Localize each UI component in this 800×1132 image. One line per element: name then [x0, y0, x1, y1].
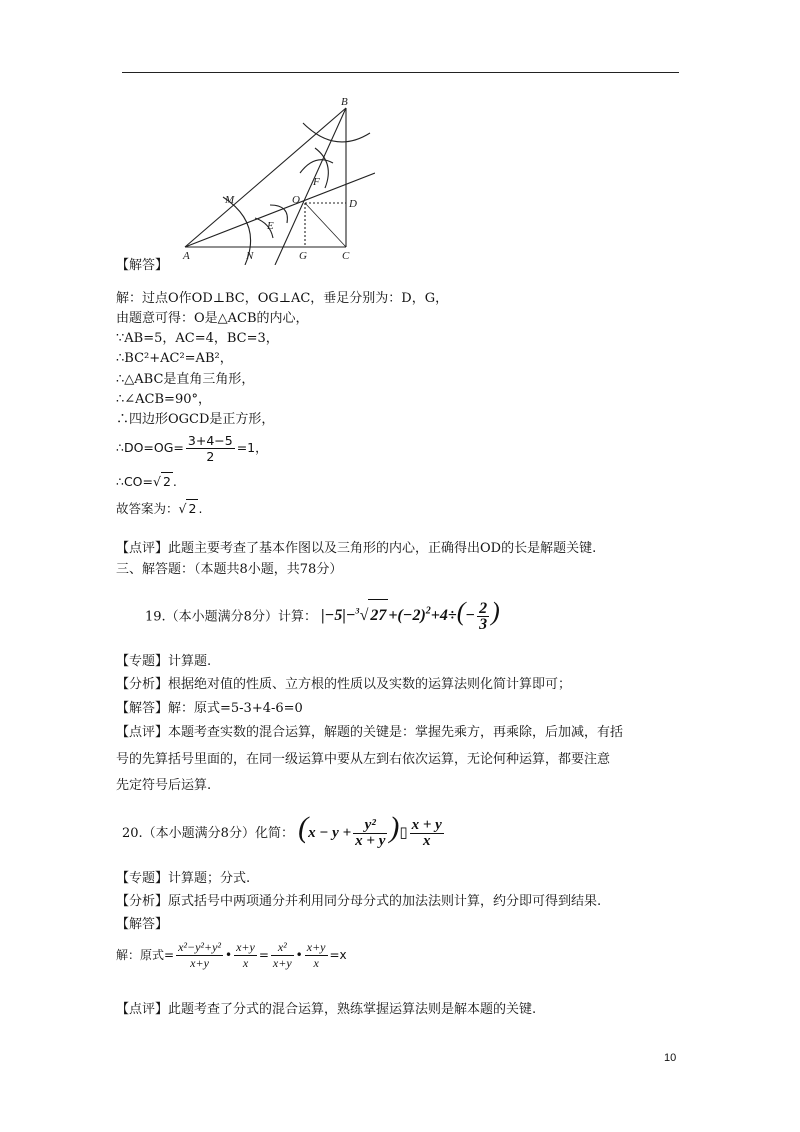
solution-line-7: ∴四边形OGCD是正方形，	[116, 412, 275, 427]
bisector-b	[275, 108, 346, 265]
solution-line-9: ∴CO=√ 2 .	[116, 474, 177, 489]
solution-line-5: ∴△ABC是直角三角形，	[116, 372, 255, 387]
fraction: $\frac{3+4-5}{2}$	[187, 433, 233, 464]
q20-analysis: 【分析】原式括号中两项通分并利用同分母分式的加法法则计算，约分即可得到结果.	[116, 894, 602, 909]
q19-analysis: 【分析】根据绝对值的性质、立方根的性质以及实数的运算法则化简计算即可；	[116, 677, 572, 692]
q19-review-3: 先定符号后运算.	[116, 778, 212, 793]
answer-tag: 【解答】	[116, 258, 169, 273]
solution-line-10: 故答案为：√ 2 .	[116, 501, 203, 516]
label-a: A	[183, 250, 190, 262]
q20-review: 【点评】此题考查了分式的混合运算，熟练掌握运算法则是解本题的关键.	[116, 1002, 537, 1017]
solution-line-4: ∴BC²+AC²=AB²，	[116, 351, 233, 366]
q19-answer: 【解答】解：原式=5-3+4-6=0	[116, 701, 303, 716]
q20-topic: 【专题】计算题；分式.	[116, 871, 251, 886]
q19-topic: 【专题】计算题.	[116, 654, 212, 669]
page-number: 10	[664, 1052, 677, 1064]
solution-line-1: 解：过点O作OD⊥BC，OG⊥AC，垂足分别为：D，G，	[116, 291, 449, 306]
question-20: 20.（本小题满分8分）化简： (x − y + $\frac{\text{y²}}{x + y}$ )▯ $\frac{x + y}{x}$	[122, 811, 442, 850]
label-d: D	[349, 198, 357, 210]
label-g: G	[299, 250, 307, 262]
side-ab	[185, 108, 346, 247]
label-c: C	[342, 250, 350, 262]
question-19: 19.（本小题满分8分）计算： |−5|−$^3$√ $27 +(-2)^2+4\div(-$ $\frac{2}{3}$ )	[145, 597, 500, 634]
label-n: N	[246, 250, 254, 262]
arc-b	[303, 123, 370, 142]
q19-review-1: 【点评】本题考查实数的混合运算，解题的关键是：掌握先乘方，再乘除，后加减，有括	[116, 725, 624, 740]
label-e: E	[267, 220, 274, 232]
section-title: 三、解答题：（本题共8小题，共78分）	[116, 562, 343, 577]
segment-oc	[305, 203, 346, 247]
q20-solution: 解：原式= $\frac{\text{x²−y²+y²}}{x+y}$ • $\frac{x+y}{x}$ = $\frac{\text{x²}}{x+y}$ • $\frac{x+y}{x}$ =x	[116, 940, 347, 970]
geometry-figure	[175, 93, 375, 265]
solution-line-8: ∴DO=OG= $\frac{3+4-5}{2}$ =1，	[116, 433, 268, 464]
q20-answer-tag: 【解答】	[116, 917, 169, 932]
label-m: M	[225, 194, 235, 206]
solution-line-2: 由题意可得：O是△ACB的内心，	[116, 311, 309, 326]
label-o: O	[292, 194, 300, 206]
header-rule	[122, 72, 679, 73]
label-f: F	[313, 176, 320, 188]
solution-line-6: ∴∠ACB=90°，	[116, 392, 211, 407]
q19-review-2: 号的先算括号里面的，在同一级运算中要从左到右依次运算，无论何种运算，都要注意	[116, 752, 611, 767]
label-b: B	[341, 96, 348, 108]
review-1: 【点评】此题主要考查了基本作图以及三角形的内心，正确得出OD的长是解题关键.	[116, 541, 597, 556]
solution-line-3: ∵AB=5，AC=4，BC=3，	[116, 331, 279, 346]
